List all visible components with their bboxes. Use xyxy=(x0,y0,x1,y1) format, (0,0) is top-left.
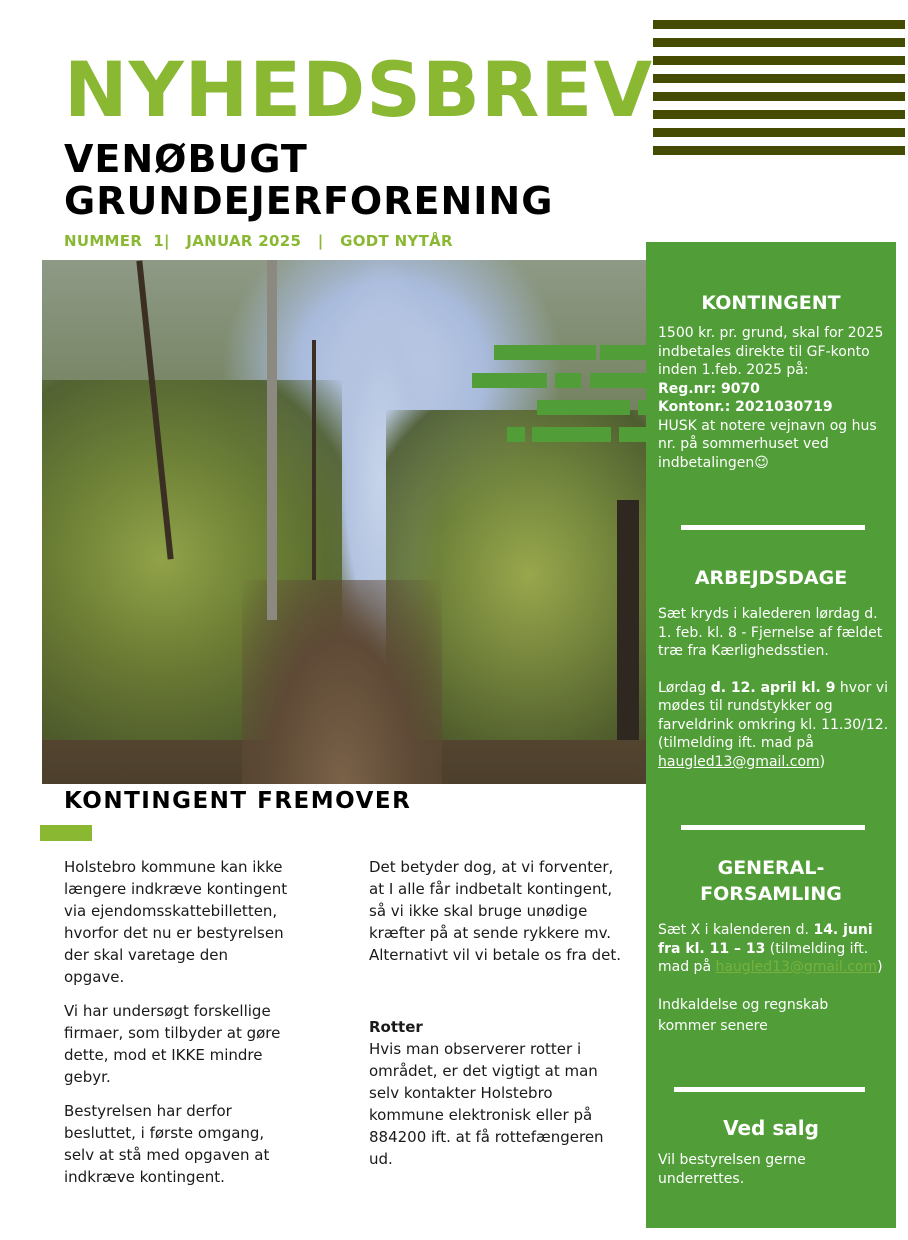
deco-bar xyxy=(494,345,596,360)
generalforsamling-text-1 xyxy=(646,921,896,977)
ved-salg-text: Vil bestyrelsen gerne underrettes. xyxy=(658,1152,806,1187)
article-paragraph: Det betyder dog, at vi forventer, at I alle får indbetalt kontingent, så vi ikke skal bruge unødige kræfter på at sende rykkere mv. Alternativt vil vi betale os fra det. xyxy=(369,858,622,964)
deco-bar xyxy=(532,427,611,442)
photo-tree-trunk xyxy=(617,500,639,740)
sidebar-section-arbejdsdage xyxy=(646,565,896,771)
stripe xyxy=(653,146,905,155)
sidebar-section-ved-salg xyxy=(646,1115,896,1188)
article-title: KONTINGENT FREMOVER xyxy=(64,788,412,814)
stripe xyxy=(653,20,905,29)
stripe xyxy=(653,38,905,47)
deco-bar xyxy=(590,373,646,388)
article-column-1 xyxy=(64,856,289,1200)
sidebar-section-generalforsamling xyxy=(646,855,896,1037)
generalforsamling-text-1-post: (tilmelding ift. mad på xyxy=(658,940,869,975)
rotter-text: Hvis man observerer rotter i området, er det vigtigt at man selv kontakter Holstebro kommune elektronisk eller på 884200 ift. at få rottefængeren ud. xyxy=(369,1040,604,1168)
rotter-heading: Rotter xyxy=(369,1018,423,1036)
arbejdsdage-text-2-post: hvor vi mødes til rundstykker og farveldrink omkring kl. 11.30/12. (tilmelding ift. mad på xyxy=(658,679,889,751)
kontingent-reminder: HUSK at notere vejnavn og hus nr. på sommerhuset ved indbetalingen xyxy=(658,417,877,471)
sidebar-section-kontingent xyxy=(646,290,896,472)
kontingent-intro: 1500 kr. pr. grund, skal for 2025 indbetales direkte til GF-konto inden 1.feb. 2025 på: xyxy=(658,325,884,378)
generalforsamling-date: 14. juni fra kl. 11 – 13 xyxy=(658,922,873,957)
generalforsamling-text-2: Indkaldelse og regnskab kommer senere xyxy=(658,996,829,1034)
article-paragraph: Bestyrelsen har derfor besluttet, i første omgang, selv at stå med opgaven at indkræve kontingent. xyxy=(64,1102,270,1186)
arbejdsdage-text-2 xyxy=(646,679,896,772)
kontingent-heading: KONTINGENT xyxy=(701,292,841,314)
arbejdsdage-text-2-end: ) xyxy=(819,753,826,770)
sidebar-divider xyxy=(681,525,865,530)
title-accent-bar xyxy=(40,825,92,841)
issue-line: NUMMER 1| JANUAR 2025 | GODT NYTÅR xyxy=(64,232,453,250)
org-name-line-1: VENØBUGT xyxy=(64,137,308,181)
rotter-section xyxy=(369,1016,624,1170)
arbejdsdage-date: d. 12. april kl. 9 xyxy=(710,679,836,696)
deco-bar xyxy=(600,345,646,360)
ved-salg-heading: Ved salg xyxy=(723,1116,819,1140)
hero-photo xyxy=(42,260,646,784)
sidebar-divider xyxy=(681,825,865,830)
deco-bar xyxy=(537,400,630,415)
email-link[interactable]: haugled13@gmail.com xyxy=(658,753,820,770)
reg-nr: Reg.nr: 9070 xyxy=(658,380,760,397)
deco-bar xyxy=(638,400,646,415)
deco-bar xyxy=(555,373,581,388)
sidebar-divider xyxy=(674,1087,865,1092)
photo-tree-trunk xyxy=(267,260,277,620)
sidebar xyxy=(646,242,896,1228)
wink-emoji-icon: 😉 xyxy=(754,454,769,471)
article-column-2 xyxy=(369,856,624,1170)
kontingent-text xyxy=(646,324,896,472)
generalforsamling-heading xyxy=(646,855,896,907)
article-paragraph: Holstebro kommune kan ikke længere indkræve kontingent via ejendomsskattebilletten, hvorfor det nu er bestyrelsen der skal varetage den opgave. xyxy=(64,858,288,986)
photo-tree-trunk xyxy=(312,340,316,580)
generalforsamling-heading-line-1: GENERAL- xyxy=(717,857,825,879)
deco-bar xyxy=(507,427,525,442)
generalforsamling-text-1-pre: Sæt X i kalenderen d. xyxy=(658,922,814,938)
deco-bar xyxy=(472,373,547,388)
stripe xyxy=(653,110,905,119)
email-link[interactable]: haugled13@gmail.com xyxy=(715,959,878,975)
stripe xyxy=(653,56,905,65)
konto-nr: Kontonr.: 2021030719 xyxy=(658,399,833,415)
arbejdsdage-text-2-pre: Lørdag xyxy=(658,679,711,696)
arbejdsdage-text-1: Sæt kryds i kalederen lørdag d. 1. feb. kl. 8 - Fjernelse af fældet træ fra Kærlighedsstien. xyxy=(658,606,883,659)
stripe xyxy=(653,128,905,137)
stripe xyxy=(653,92,905,101)
generalforsamling-text-1-end: ) xyxy=(877,959,883,975)
deco-bar xyxy=(619,427,646,442)
organization-name xyxy=(64,138,553,222)
article-paragraph: Vi har undersøgt forskellige firmaer, som tilbyder at gøre dette, mod et IKKE mindre gebyr. xyxy=(64,1002,281,1086)
arbejdsdage-heading: ARBEJDSDAGE xyxy=(694,567,848,589)
newsletter-title: NYHEDSBREV xyxy=(64,45,654,134)
decorative-stripes xyxy=(653,20,905,164)
generalforsamling-heading-line-2: FORSAMLING xyxy=(700,883,842,905)
org-name-line-2: GRUNDEJERFORENING xyxy=(64,179,554,223)
stripe xyxy=(653,74,905,83)
